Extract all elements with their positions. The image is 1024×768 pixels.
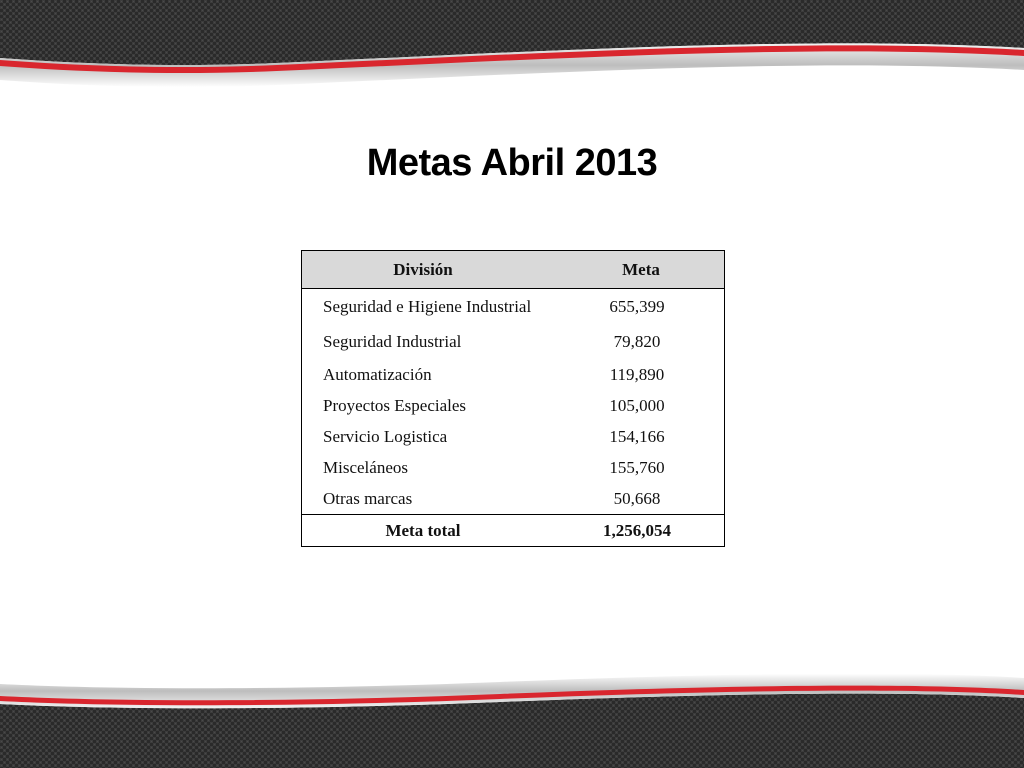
table-row	[302, 421, 725, 452]
meta-cell: 50,668	[613, 488, 661, 508]
division-cell: Automatización	[323, 364, 432, 384]
division-cell: Proyectos Especiales	[323, 395, 467, 415]
table-row	[302, 452, 725, 483]
meta-cell: 655,399	[609, 297, 665, 316]
goals-table	[301, 250, 725, 547]
division-cell: Otras marcas	[323, 488, 413, 508]
column-header-meta: Meta	[558, 251, 725, 289]
bottom-banner	[0, 668, 1024, 768]
table-row	[302, 483, 725, 515]
column-header-division: División	[302, 251, 559, 289]
total-label: Meta total	[302, 515, 559, 547]
meta-cell: 79,820	[613, 332, 661, 351]
top-banner	[0, 0, 1024, 100]
meta-cell: 105,000	[609, 395, 665, 415]
division-cell: Seguridad e Higiene Industrial	[323, 297, 532, 316]
division-cell: Seguridad Industrial	[323, 332, 462, 351]
table-header-row	[302, 251, 725, 289]
division-cell: Servicio Logistica	[323, 426, 448, 446]
meta-cell: 154,166	[609, 426, 665, 446]
table-row	[302, 390, 725, 421]
table-row	[302, 359, 725, 390]
division-cell: Misceláneos	[323, 457, 408, 477]
total-value: 1,256,054	[558, 515, 725, 547]
meta-cell: 119,890	[609, 364, 665, 384]
total-row	[302, 515, 725, 547]
table-row	[302, 289, 725, 326]
meta-cell: 155,760	[609, 457, 665, 477]
slide-title: Metas Abril 2013	[366, 142, 658, 184]
table-row	[302, 325, 725, 359]
